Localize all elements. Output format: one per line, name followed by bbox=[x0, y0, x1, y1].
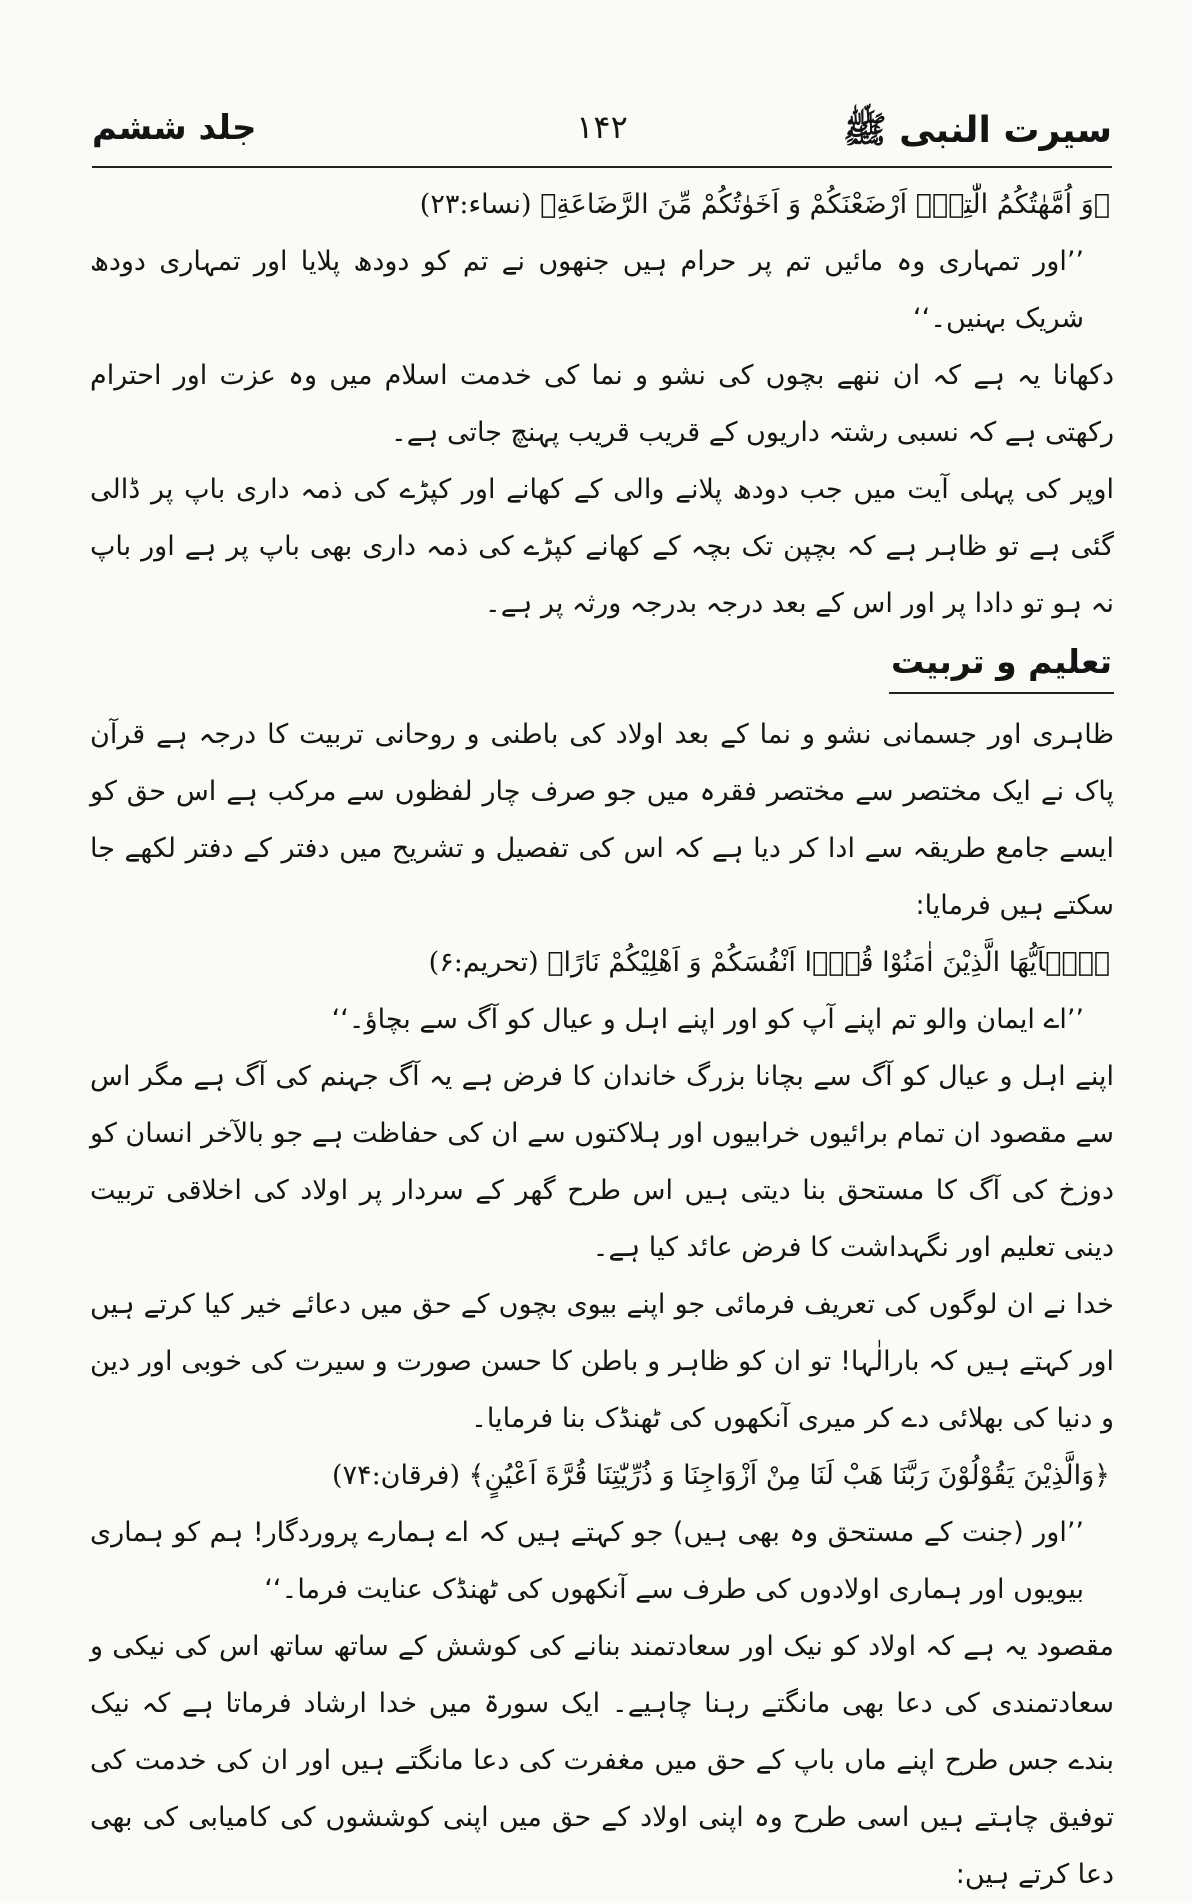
verse-translation: ’’اور تمہاری وہ مائیں تم پر حرام ہیں جنھوں نے تم کو دودھ پلایا اور تمہاری دودھ شریک بہنیں۔‘‘ bbox=[90, 246, 1084, 334]
verse-translation: ’’اور (جنت کے مستحق وہ بھی ہیں) جو کہتے ہیں کہ اے ہمارے پروردگار! ہم کو ہماری بیویوں اور ہماری اولادوں کی طرف سے آنکھوں کی ٹھنڈک عنایت فرما۔‘‘ bbox=[90, 1517, 1084, 1605]
paragraph: خدا نے ان لوگوں کی تعریف فرمائی جو اپنے بیوی بچوں کے حق میں دعائے خیر کیا کرتے ہیں اور کہتے ہیں کہ بارالٰہا! تو ان کو ظاہر و باطن کا حسن صورت و سیرت کی خوبی اور دین و دنیا کی بھلائی دے کر میری آنکھوں کی ٹھنڈک بنا فرمایا۔ bbox=[90, 1289, 1114, 1434]
section-heading-wrap bbox=[90, 632, 1114, 706]
section-heading: تعلیم و تربیت bbox=[889, 638, 1114, 694]
quran-verse: ﴿يٰۤاَيُّهَا الَّذِيْنَ اٰمَنُوْا قُوْۤا اَنْفُسَكُمْ وَ اَهْلِيْكُمْ نَارًا﴾ (تحریم:۶) bbox=[428, 947, 1110, 978]
paragraph: مقصود یہ ہے کہ اولاد کو نیک اور سعادتمند بنانے کی کوشش کے ساتھ ساتھ اس کی نیکی و سعادتمندی کی دعا بھی مانگتے رہنا چاہیے۔ ایک سورۃ میں خدا ارشاد فرماتا ہے کہ نیک بندے جس طرح اپنے ماں باپ کے حق میں مغفرت کی دعا مانگتے ہیں اور ان کی خدمت کی توفیق چاہتے ہیں اسی طرح وہ اپنی اولاد کے حق میں اپنی کوششوں کی کامیابی کی بھی دعا کرتے ہیں: bbox=[90, 1631, 1114, 1890]
quran-verse: ﴿وَالَّذِيْنَ يَقُوْلُوْنَ رَبَّنَا هَبْ لَنَا مِنْ اَزْوَاجِنَا وَ ذُرِّيّٰتِنَا قُرَّةَ اَعْيُنٍ﴾ (فرقان:۷۴) bbox=[332, 1460, 1110, 1491]
page-number: ۱۴۲ bbox=[576, 108, 628, 146]
page-body bbox=[90, 176, 1114, 1890]
header-divider bbox=[92, 166, 1112, 168]
paragraph: اپنے اہل و عیال کو آگ سے بچانا بزرگ خاندان کا فرض ہے یہ آگ جہنم کی آگ ہے مگر اس سے مقصود ان تمام برائیوں خرابیوں اور ہلاکتوں سے ان کی حفاظت ہے جو بالآخر انسان کو دوزخ کی آگ کا مستحق بنا دیتی ہیں اس طرح گھر کے سردار پر اولاد کی اخلاقی تربیت دینی تعلیم اور نگہداشت کا فرض عائد کیا ہے۔ bbox=[90, 1061, 1114, 1263]
paragraph: دکھانا یہ ہے کہ ان ننھے بچوں کی نشو و نما کی خدمت اسلام میں وہ عزت اور احترام رکھتی ہے کہ نسبی رشتہ داریوں کے قریب قریب پہنچ جاتی ہے۔ bbox=[90, 360, 1114, 448]
book-title: سیرت النبی ﷺ bbox=[843, 110, 1112, 151]
paragraph: اوپر کی پہلی آیت میں جب دودھ پلانے والی کے کھانے اور کپڑے کی ذمہ داری باپ پر ڈالی گئی ہے تو ظاہر ہے کہ بچپن تک بچہ کے کھانے کپڑے کی ذمہ داری بھی باپ پر ہے اور باپ نہ ہو تو دادا پر اور اس کے بعد درجہ بدرجہ ورثہ پر ہے۔ bbox=[90, 474, 1114, 619]
quran-verse: ﴿وَ اُمَّهٰتُكُمُ الّٰتِىْۤ اَرْضَعْنَكُمْ وَ اَخَوٰتُكُمْ مِّنَ الرَّضَاعَةِ﴾ (نساء:۲۳) bbox=[419, 189, 1110, 220]
volume-label: جلد ششم bbox=[92, 108, 257, 148]
paragraph: ظاہری اور جسمانی نشو و نما کے بعد اولاد کی باطنی و روحانی تربیت کا درجہ ہے قرآن پاک نے ایک مختصر سے مختصر فقرہ میں جو صرف چار لفظوں سے مرکب ہے اس حق کو ایسے جامع طریقہ سے ادا کر دیا ہے کہ اس کی تفصیل و تشریح میں دفتر کے دفتر لکھے جا سکتے ہیں فرمایا: bbox=[90, 719, 1114, 921]
page-header bbox=[92, 102, 1112, 162]
verse-translation: ’’اے ایمان والو تم اپنے آپ کو اور اپنے اہل و عیال کو آگ سے بچاؤ۔‘‘ bbox=[331, 1004, 1084, 1035]
